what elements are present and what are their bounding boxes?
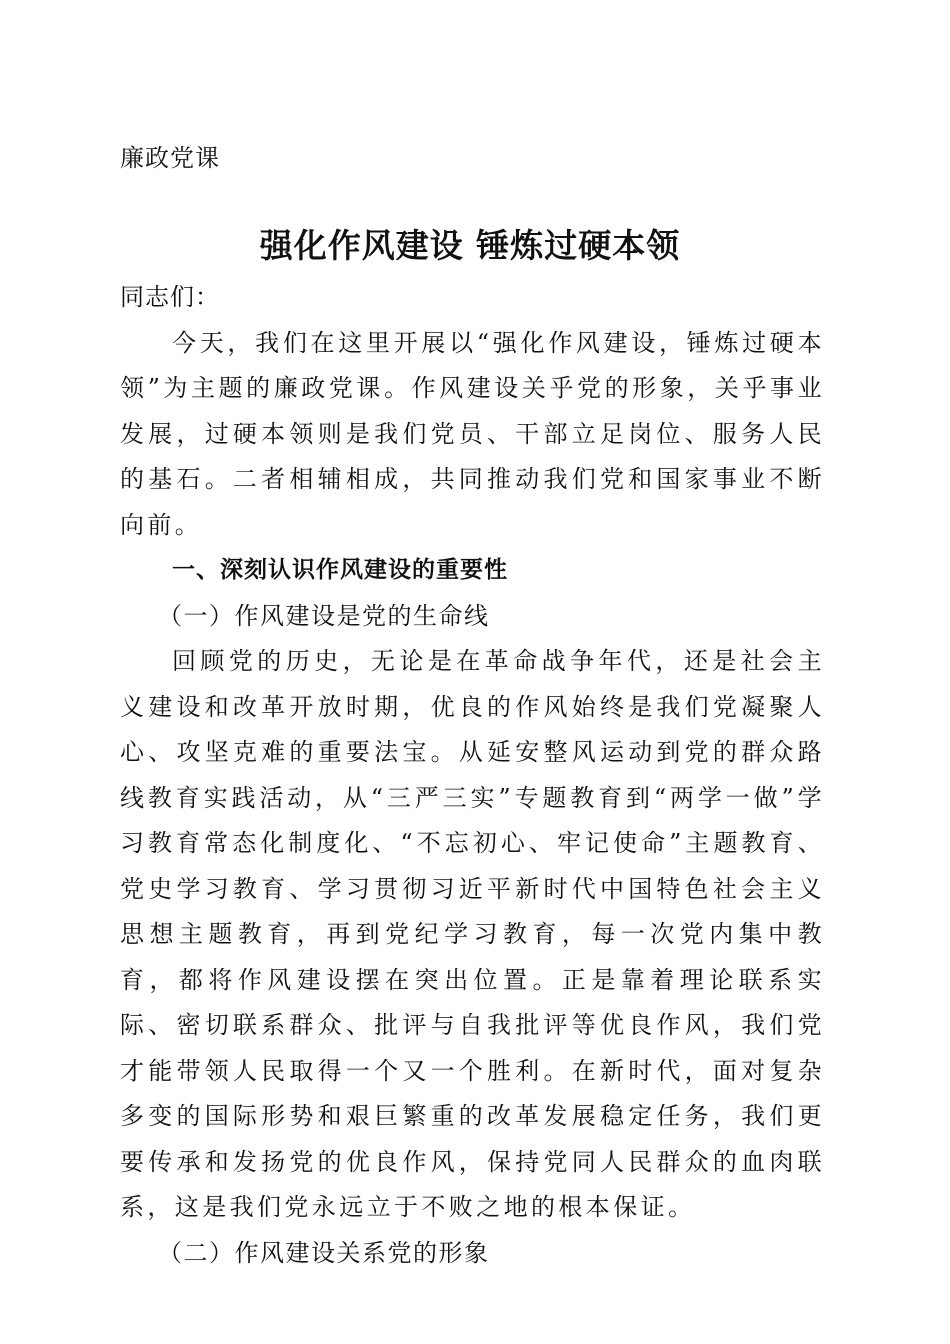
section-heading: 一、深刻认识作风建设的重要性 xyxy=(172,557,508,583)
document-title: 强化作风建设 锤炼过硬本领 xyxy=(259,226,681,265)
body-paragraph: 回顾党的历史，无论是在革命战争年代，还是社会主义建设和改革开放时期，优良的作风始终是我们党凝聚人心、攻坚克难的重要法宝。从延安整风运动到党的群众路线教育实践活动，从“三严三实”专题教育到“两学一做”学习教育常态化制度化、“不忘初心、牢记使命”主题教育、党史学习教育、学习贯彻习近平新时代中国特色社会主义思想主题教育，再到党纪学习教育，每一次党内集中教育，都将作风建设摆在突出位置。正是靠着理论联系实际、密切联系群众、批评与自我批评等优良作风，我们党才能带领人民取得一个又一个胜利。在新时代，面对复杂多变的国际形势和艰巨繁重的改革发展稳定任务，我们更要传承和发扬党的优良作风，保持党同人民群众的血肉联系，这是我们党永远立于不败之地的根本保证。 xyxy=(120,647,825,1221)
document-category-label: 廉政党课 xyxy=(120,144,220,172)
document-body xyxy=(120,275,825,1276)
intro-paragraph: 今天，我们在这里开展以“强化作风建设，锤炼过硬本领”为主题的廉政党课。作风建设关乎党的形象，关乎事业发展，过硬本领则是我们党员、干部立足岗位、服务人民的基石。二者相辅相成，共同推动我们党和国家事业不断向前。 xyxy=(120,328,825,539)
salutation: 同志们： xyxy=(120,283,220,311)
subsection-heading: （一）作风建设是党的生命线 xyxy=(158,601,490,630)
subsection-heading: （二）作风建设关系党的形象 xyxy=(158,1238,490,1267)
